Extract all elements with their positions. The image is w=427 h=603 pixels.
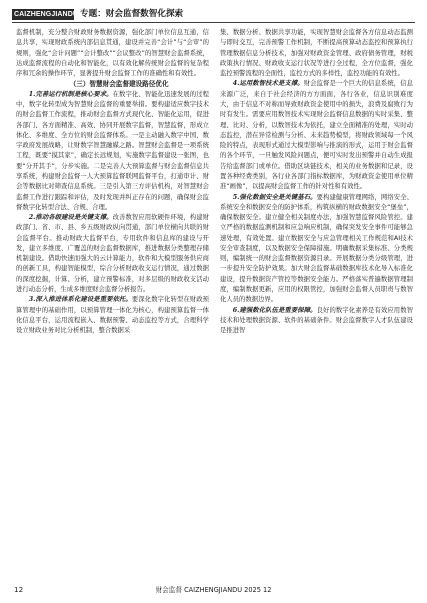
paragraph-body: 良好的数字化素养是有效应用数智技术和处理数据资源、软件的基础条件。财会监督数字人才队伍建设是推进智 xyxy=(220,306,413,335)
paragraph xyxy=(220,193,413,306)
journal-logo: CAIZHENGJIANDU xyxy=(14,11,79,18)
paragraph-body: 改善数智应用软硬件环境，构建财政部门、省、市、县、乡五级财政纵向贯通，部门单位横向共联的财会监督平台。推动财政大监督平台，专用软件和信息库的建设与开发，建立多维度、广覆盖的财会监督数据库，推进数据分类整理存储机制建设。借助快速而强大的云计算能力，软件和大模型服务供应商的创新工具，构建智能模型，综合分析财政收支运行情况，通过数据的深度挖掘，计算、分析，建立预警标准，对多层级的财政收支活动进行动态分析，生成多维度财会监督分析报告。 xyxy=(16,214,209,294)
paragraph-heading: 6.建强数化队伍是重要保障。 xyxy=(232,306,317,314)
section-title: （三）智慧财会监督建设路径优化 xyxy=(69,80,169,89)
footer-title: 财会监督 CAIZHENGJIANDU 2025 12 xyxy=(155,586,272,594)
paragraph-heading: 2.推动各级建设是关键支撑。 xyxy=(28,214,113,222)
page-number: 12 xyxy=(14,585,24,594)
paragraph xyxy=(220,79,413,192)
paragraph-heading: 4.运用数智技术是支撑。 xyxy=(232,80,304,88)
paragraph xyxy=(16,213,209,295)
right-column xyxy=(220,28,413,336)
paragraph-heading: 3.深入推进体系化建设是重要依托。 xyxy=(28,296,132,304)
page-header xyxy=(0,0,427,26)
paragraph-body: 要构建健康管理网络，网络安全、系统安全和数据安全的防护体系，构筑纵横的财政数据安全“堡垒”，确保数据安全。建立健全相关制度办法，加强智慧监督风险管控。建立严格的数据监测机制和应急响应机制，确保突发安全事件可能够急速处理，有效处置。建立数据安全与应急管理相关工作规范和AI技术安全审查制度，以及数据安全保障措施。明确数据采集标准、分类规则，编制统一的财会监督数据资源目录。开展数据分类分级管理，进一步提升安全防护效果。加大财会监督基础数据库技术化导入标准化建设，提升数据资产管控等数据安全能力。严格落实普遍数据管理制度，编制数据更新，应用的权限管控，加强财会监督人员职责与数智化人员的数据边界。 xyxy=(220,193,413,304)
paragraph xyxy=(16,295,209,336)
paragraph-body: 在数字化、智能化迅速发展的过程中，数字化转型成为智慧财会监督的重要举措。要构建适应数字技术的财会监督工作流程，推动财会监督方式现代化、智能化运用，促进各部门、各方面精准、高效、协同开展数字监督，智慧监督，形成立体化、多维度、全方位的财会监督体系。一是主动融入数字中国，数字政府发展战略，让财数字智慧融媒之路。智慧财会监督是一项系统工程，既要“摸其家”，确定长远规划，实施数字监督建设一张图，也要“分开其手”，分步实施。二是完善人大预算监督与财会监督信息共享系统，构建财会监督一人大预算监督联网监督平台，打通审计、财会等数据比对筛查信息系统。三是引入第三方评估机构，对智慧财会监督工作进行跟踪和评估，及时发现并纠正存在的问题，确保财会监督数字化转型合法、合规、合理。 xyxy=(16,90,209,211)
paragraph xyxy=(220,306,413,337)
paragraph-body: 要深化数字化转型在财政预算管理中的基础作用，以预算管理一体化为核心，构建预算监督一体化信息平台，运用流程嵌入、数据预警、动态监控等方式，合理科学设立财政业务对比分析机制，整合数据采 xyxy=(16,296,209,335)
paragraph-heading: 1.完善运行机制是核心要求。 xyxy=(28,90,113,98)
paragraph xyxy=(16,90,209,213)
paragraph: 集、数据分析、数据共享功能，实现智慧财会监督各方信息动态监测与即时交互，完善预警工作机制，不断提高预算动态监控和预算执行管理数据信息分析技术，加强对财政资金管理、政府债务管理，财税政策执行情况、财政收支运行状况等进行全过程，全方位监督，强化监控预警流程的全面性，监控方式的多样性，监控功能的有效性。 xyxy=(220,29,413,78)
header-rule xyxy=(12,22,415,23)
page-footer xyxy=(0,584,427,603)
left-column xyxy=(16,28,209,336)
paragraph-body: 财会监督是一个巨大的信息系统，信息来源广泛，来自于社会经济的方方面面，各行各业，信息识别难度大，由于信息不对称而导致财政资金使用中的损失，浪费及腐败行为时有发生。需要应用数智技术实现财会监督信息数据的实时采集、整理、比对、分析，以数智技术为依托，建立全面精准的处理，实时动态监控，潜在异常检测与分析、未来趋势模型，将财政领域每一个风险的特点，表现形式通过大模型影响与推演的形式，运用于财会监督的各个环节，一旦触发风险问题点，便可实时发出预警并自动生成报告给监督部门或单位。借助区块链技术，相关的业务数据和记录，设置各种经费类别，各行业各部门指标数据库，为财政资金使用单位精准“画像”，以提高财会监督工作的针对性和有效性。 xyxy=(220,80,413,191)
paragraph: 监督机制，充分整合财政财务数据资源，强化部门单位信息互通，信息共享，实现财政系统内部信息贯通，建设并完善“会计”与“会审”的规则，强化“会计问题”“会计整改”“会议整改”的智慧财会监督系统，达成监督流程的自动化和智能化，以有效化解传统财会监督的复杂程序和冗余的操作环节，显著提升财会监督工作的准确性和有效性。 xyxy=(16,29,209,78)
paragraph-heading: 5.强化数据安全是关键基石。 xyxy=(232,193,317,201)
column-name: 专题：财会监督数智化探索 xyxy=(80,9,184,19)
